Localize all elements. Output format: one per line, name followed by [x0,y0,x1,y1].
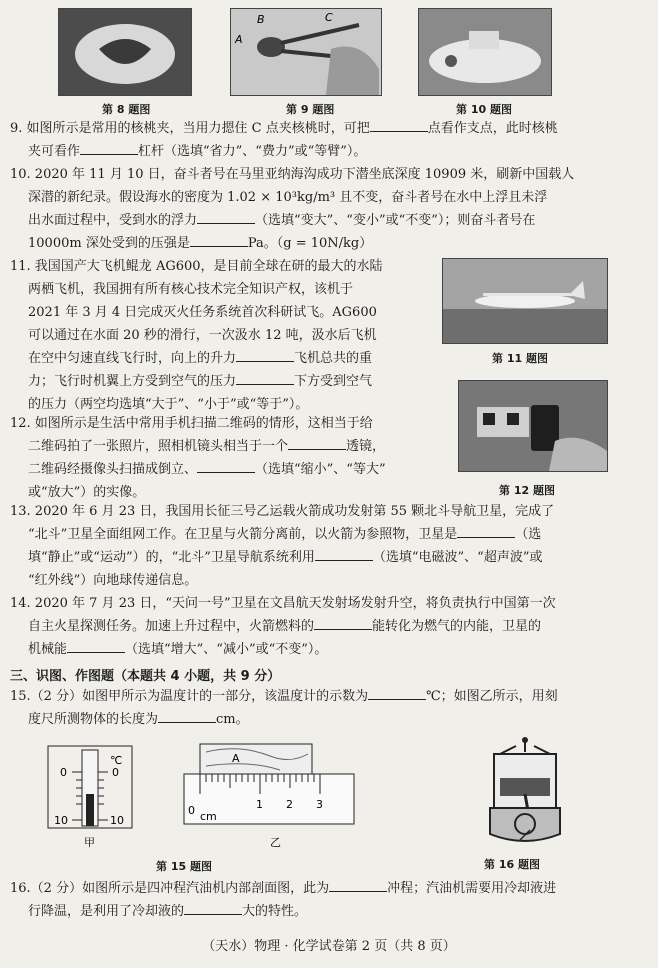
figure-16-caption: 第 16 题图 [484,858,540,871]
engine-cross-section-figure [480,736,570,848]
ruler-tick-label: 0 [188,804,195,817]
thermometer-tick-top-right: 0 [112,766,119,779]
answer-blank[interactable] [197,209,255,224]
answer-blank[interactable] [457,523,515,538]
thermometer-tick-bottom-left: 10 [54,814,68,827]
figure-12-qrcode-photo [458,380,608,472]
piston [500,778,550,796]
ruler-tick-label: 2 [286,798,293,811]
figure-10-caption: 第 10 题图 [456,103,512,116]
ruler-unit: cm [200,810,217,823]
figure-12-caption: 第 12 题图 [499,484,555,497]
question-9: 9. 如图所示是常用的核桃夹，当用力摁住 C 点夹核桃时，可把 点看作支点，此时核桃 夹可看作 杠杆（选填“省力”、“费力”或“等臂”）。 [10,117,558,163]
thermometer-unit: ℃ [110,754,123,767]
thermometer-tick-bottom-right: 10 [110,814,124,827]
answer-blank[interactable] [190,232,248,247]
walnut-image-icon [59,9,191,95]
figure-9-caption: 第 9 题图 [286,103,335,116]
fig9-label-c: C [325,11,333,24]
fig9-label-b: B [257,13,265,26]
thermometer-tick-top-left: 0 [60,766,67,779]
figure-10-submersible-photo [418,8,552,96]
thermometer-label: 甲 [84,836,95,849]
question-10: 10. 2020 年 11 月 10 日，奋斗者号在马里亚纳海沟成功下潜坐底深度 10909 米，刷新中国载人 深潜的新纪录。假设海水的密度为 1.02 × 10³kg/m³ 且不变，奋斗者号在水中上浮且未浮 出水面过程中，受到水的浮力 （选填“变大”、“变小”或“不变”）；则奋斗者号在 10000m 深处受到的压强是 Pa。（g = 10N/kg） [10,167,575,251]
answer-blank[interactable] [184,900,242,915]
answer-blank[interactable] [370,117,428,132]
ruler-tick-label: 1 [256,798,263,811]
answer-blank[interactable] [368,685,426,700]
figure-11-caption: 第 11 题图 [492,352,548,365]
figure-11-seaplane-photo [442,258,608,344]
question-13: 13. 2020 年 6 月 23 日，我国用长征三号乙运载火箭成功发射第 55 颗北斗导航卫星，完成了 “北斗”卫星全面组网工作。在卫星与火箭分离前，以火箭为参照物，卫星是 （选 填“静止”或“运动”）的，“北斗”卫星导航系统利用 （选填“电磁波”、“超声波”或 “红外线”）向地球传递信息。 [10,504,555,588]
phone-scan-image-icon [459,381,607,471]
figure-9-nutcracker-photo [230,8,382,96]
question-16: 16.（2 分）如图所示是四冲程汽油机内部剖面图，此为 冲程；汽油机需要用冷却液进 行降温，是利用了冷却液的 大的特性。 [10,877,556,923]
submersible-image-icon [419,9,551,95]
question-12: 12. 如图所示是生活中常用手机扫描二维码的情形，这相当于给 二维码拍了一张照片，照相机镜头相当于一个 透镜， 二维码经摄像头扫描成倒立、 （选填“缩小”、“等大” 或“放大”）的实像。 [10,416,386,500]
thermometer-figure [44,742,154,854]
answer-blank[interactable] [288,435,346,450]
answer-blank[interactable] [80,140,138,155]
page-footer: （天水）物理 · 化学试卷第 2 页（共 8 页） [202,939,456,954]
answer-blank[interactable] [197,458,255,473]
question-14: 14. 2020 年 7 月 23 日，“天问一号”卫星在文昌航天发射场发射升空，将负责执行中国第一次 自主火星探测任务。加速上升过程中，火箭燃料的 能转化为燃气的内能，卫星的 机械能 （选填“增大”、“减小”或“不变”）。 [10,596,556,657]
ruler-label: 乙 [270,836,281,849]
nutcracker-image-icon [231,9,381,95]
object-label: A [232,752,240,765]
answer-blank[interactable] [236,370,294,385]
question-11: 11. 我国国产大飞机鲲龙 AG600，是目前全球在研的最大的水陆 两栖飞机，我国拥有所有核心技术完全知识产权，该机于 2021 年 3 月 4 日完成灭火任务系统首次科研试飞。AG600 可以通过在水面 20 秒的滑行，一次汲水 12 吨，汲水后飞机 在空中匀速直线飞行时，向上的升力 飞机总共的重 力；飞行时机翼上方受到空气的压力 下方受到空气 的压力（两空均选填“大于”、“小于”或“等于”）。 [10,259,383,412]
figure-8-walnut-photo [58,8,192,96]
answer-blank[interactable] [314,615,372,630]
thermometer-liquid-column [86,794,94,826]
ruler-tick-label: 3 [316,798,323,811]
answer-blank[interactable] [329,877,387,892]
answer-blank[interactable] [158,708,216,723]
section-3-heading: 三、识图、作图题（本题共 4 小题，共 9 分） [10,669,281,684]
figure-15-caption: 第 15 题图 [156,860,212,873]
fig9-label-a: A [235,33,243,46]
ruler-figure [180,742,360,854]
answer-blank[interactable] [315,546,373,561]
question-15: 15.（2 分）如图甲所示为温度计的一部分，该温度计的示数为 ℃；如图乙所示，用刻 度尺所测物体的长度为 cm。 [10,685,558,731]
answer-blank[interactable] [236,347,294,362]
answer-blank[interactable] [67,638,125,653]
seaplane-image-icon [443,259,607,343]
figure-8-caption: 第 8 题图 [102,103,151,116]
